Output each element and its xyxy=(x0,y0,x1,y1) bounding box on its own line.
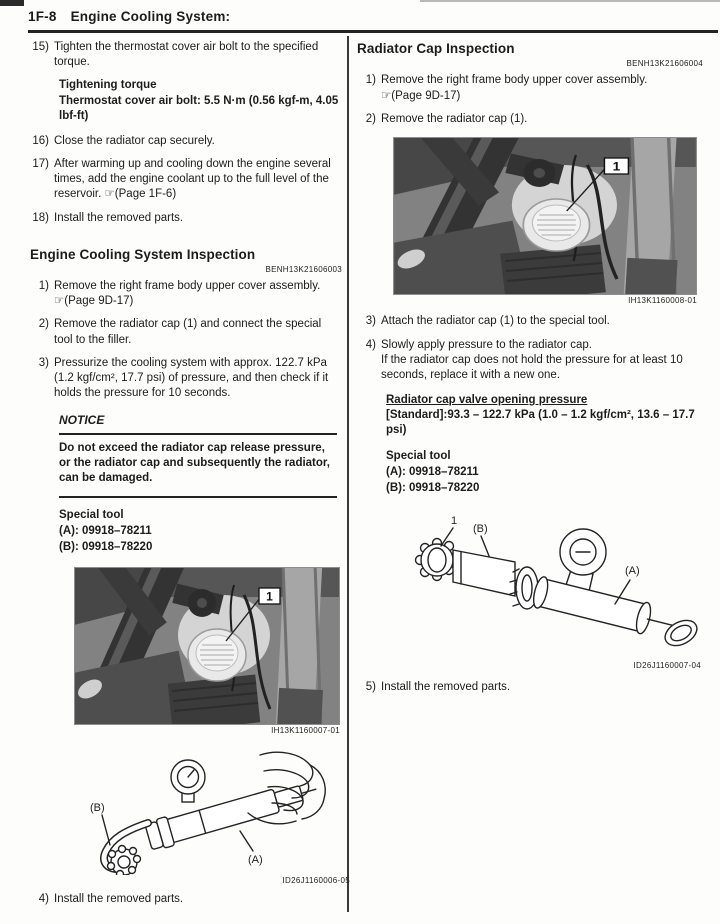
step-text-line: If the radiator cap does not hold the pressure for at least 10 seconds, replace it with a new one. xyxy=(381,353,683,381)
page-reference: ☞(Page 9D-17) xyxy=(381,89,461,102)
step-text xyxy=(54,279,342,309)
figure-tester-with-cap-drawing xyxy=(387,510,701,672)
step-4 xyxy=(30,892,342,907)
radiator-cap-photo xyxy=(74,567,340,725)
figure-radiator-cap-photo xyxy=(393,137,697,307)
figure-radiator-cap-photo xyxy=(74,567,340,737)
step-text: Install the removed parts. xyxy=(381,680,511,693)
drawing-label-1: 1 xyxy=(451,515,458,528)
special-tool-heading: Special tool xyxy=(386,449,451,462)
left-column xyxy=(30,40,350,907)
special-tool-block xyxy=(386,449,703,497)
section-code: BENH13K21606003 xyxy=(265,264,342,274)
step-16 xyxy=(30,134,342,149)
notice-box xyxy=(59,413,337,497)
valve-opening-pressure-spec xyxy=(386,393,703,439)
step-1 xyxy=(357,73,703,103)
pump-body xyxy=(531,576,680,642)
figure-code: ID26J1160006-05 xyxy=(282,875,350,885)
right-column xyxy=(357,40,703,695)
special-tool-a: (A): 09918–78211 xyxy=(386,465,479,478)
page-title: Engine Cooling System: xyxy=(70,9,231,24)
scan-artifact xyxy=(0,0,24,6)
step-2 xyxy=(357,112,703,127)
scan-artifact xyxy=(420,0,720,2)
notice-label: NOTICE xyxy=(59,413,337,435)
step-text-line: Remove the right frame body upper cover assembly. xyxy=(54,280,321,293)
drawing-label-a: (A) xyxy=(248,853,263,866)
drawing-label-b: (B) xyxy=(473,523,488,536)
spec-heading: Tightening torque xyxy=(59,79,157,92)
step-text: Pressurize the cooling system with approx. 122.7 kPa (1.2 kgf/cm², 17.7 psi) of pressure, and then check if it holds the pressure for 10 seconds. xyxy=(54,356,329,400)
step-number: 5) xyxy=(365,680,376,693)
step-text-line: Remove the right frame body upper cover assembly. xyxy=(381,74,648,87)
special-tool-block xyxy=(59,508,342,556)
step-text: Remove the radiator cap (1). xyxy=(381,112,528,125)
step-text: Install the removed parts. xyxy=(54,211,184,224)
drawing-label-b: (B) xyxy=(90,801,105,814)
step-text: Tighten the thermostat cover air bolt to the specified torque. xyxy=(54,41,319,69)
step-text xyxy=(381,73,703,103)
notice-text: Do not exceed the radiator cap release pressure, or the radiator cap and subsequently the radiator, can be damaged. xyxy=(59,435,337,498)
step-2 xyxy=(30,317,342,347)
step-5 xyxy=(357,680,703,695)
step-15 xyxy=(30,40,342,70)
step-3 xyxy=(30,356,342,402)
tightening-torque-spec xyxy=(59,78,342,124)
figure-code: IH13K1160008-01 xyxy=(628,295,697,305)
section-code: BENH13K21606004 xyxy=(626,58,703,68)
section-heading-radiator-cap: Radiator Cap Inspection xyxy=(357,41,515,56)
step-text-line: Slowly apply pressure to the radiator cap. xyxy=(381,338,592,351)
radiator-cap-photo xyxy=(393,137,697,295)
spec-value: [Standard]:93.3 – 122.7 kPa (1.0 – 1.2 kgf/cm², 13.6 – 17.7 psi) xyxy=(386,409,695,437)
figure-code: IH13K1160007-01 xyxy=(271,726,340,736)
step-number: 15) xyxy=(32,41,49,53)
step-4 xyxy=(357,338,703,384)
spec-heading: Radiator cap valve opening pressure xyxy=(386,394,588,407)
special-tool-a: (A): 09918–78211 xyxy=(59,524,152,537)
special-tool-b: (B): 09918–78220 xyxy=(59,540,153,553)
adapter-tube xyxy=(453,550,538,609)
page-header xyxy=(28,9,718,33)
page-number: 1F-8 xyxy=(28,9,57,24)
step-number: 16) xyxy=(32,134,49,147)
step-1 xyxy=(30,279,342,309)
step-text: Close the radiator cap securely. xyxy=(54,134,215,147)
step-text: Remove the radiator cap (1) and connect the special tool to the filler. xyxy=(54,318,322,346)
step-number: 4) xyxy=(365,338,376,351)
step-text: After warming up and cooling down the engine several times, add the engine coolant up to the full level of the reservoir. ☞(Page 1F-6) xyxy=(54,158,331,201)
step-number: 17) xyxy=(32,158,49,171)
step-18 xyxy=(30,211,342,226)
step-number: 18) xyxy=(32,211,49,224)
spec-value: Thermostat cover air bolt: 5.5 N·m (0.56 kgf-m, 4.05 lbf-ft) xyxy=(59,94,339,122)
page-reference: ☞(Page 9D-17) xyxy=(54,295,134,308)
section-heading-cooling-inspection: Engine Cooling System Inspection xyxy=(30,246,256,262)
special-tool-b: (B): 09918–78220 xyxy=(386,481,480,494)
pressure-tester-drawing xyxy=(52,749,350,875)
step-text: Attach the radiator cap (1) to the special tool. xyxy=(381,315,610,328)
step-number: 1) xyxy=(38,280,49,293)
figure-pressure-tester-drawing xyxy=(52,749,350,887)
step-3 xyxy=(357,314,703,329)
step-number: 4) xyxy=(38,893,49,906)
photo-callout-1: 1 xyxy=(612,159,621,174)
special-tool-heading: Special tool xyxy=(59,508,124,521)
step-text xyxy=(381,338,703,384)
step-number: 3) xyxy=(365,315,376,328)
step-number: 3) xyxy=(38,356,49,369)
drawing-label-a: (A) xyxy=(625,565,640,578)
step-number: 2) xyxy=(38,318,49,331)
step-text: Install the removed parts. xyxy=(54,893,184,906)
figure-code: ID26J1160007-04 xyxy=(633,661,701,671)
tester-with-cap-drawing xyxy=(387,510,701,660)
step-17 xyxy=(30,157,342,203)
step-number: 1) xyxy=(365,74,376,87)
step-number: 2) xyxy=(365,112,376,125)
photo-callout-1: 1 xyxy=(266,589,273,604)
